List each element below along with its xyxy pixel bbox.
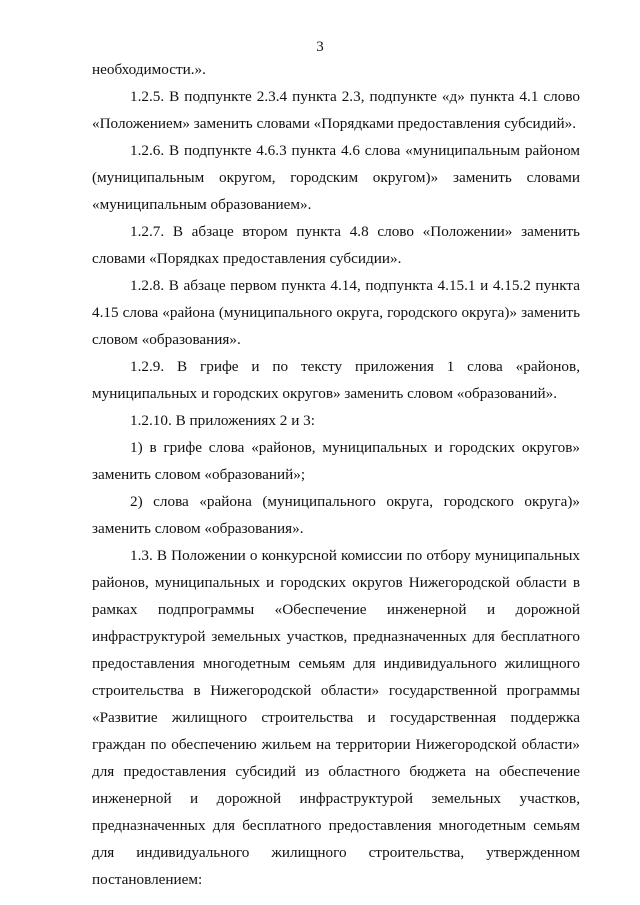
paragraph-item-1: 1) в грифе слова «районов, муниципальных и городских округов» заменить словом «образований»;: [92, 439, 580, 483]
paragraph-continuation: необходимости.».: [92, 61, 206, 78]
paragraph-item-2: 2) слова «района (муниципального округа, городского округа)» заменить словом «образования».: [92, 493, 580, 537]
paragraph-1-3: 1.3. В Положении о конкурсной комиссии по отбору муниципальных районов, муниципальных и городских округов Нижегородской области в рамках подпрограммы «Обеспечение инженерной и дорожной инфраструктурой земельных участков, предназначенных для бесплатного предоставления многодетным семьям для индивидуального жилищного строительства в Нижегородской области» государственной программы «Развитие жилищного строительства и государственная поддержка граждан по обеспечению жильем на территории Нижегородской области» для предоставления субсидий из областного бюджета на обеспечение инженерной и дорожной инфраструктурой земельных участков, предназначенных для бесплатного предоставления многодетным семьям для индивидуального жилищного строительства, утвержденном постановлением:: [92, 547, 580, 888]
paragraph-1-2-6: 1.2.6. В подпункте 4.6.3 пункта 4.6 слова «муниципальным районом (муниципальным округом, городским округом)» заменить словами «муниципальным образованием».: [92, 142, 580, 213]
paragraph-1-2-7: 1.2.7. В абзаце втором пункта 4.8 слово «Положении» заменить словами «Порядках предоставления субсидии».: [92, 223, 580, 267]
paragraph-1-2-5: 1.2.5. В подпункте 2.3.4 пункта 2.3, подпункте «д» пункта 4.1 слово «Положением» заменить словами «Порядками предоставления субсидий».: [92, 88, 580, 132]
document-body: [92, 56, 580, 893]
paragraph-1-2-9: 1.2.9. В грифе и по тексту приложения 1 слова «районов, муниципальных и городских округов» заменить словом «образований».: [92, 358, 580, 402]
paragraph-1-2-8: 1.2.8. В абзаце первом пункта 4.14, подпункта 4.15.1 и 4.15.2 пункта 4.15 слова «района (муниципального округа, городского округа)» заменить словом «образования».: [92, 277, 580, 348]
paragraph-1-2-10: 1.2.10. В приложениях 2 и 3:: [130, 412, 315, 429]
page-number: 3: [316, 39, 324, 55]
